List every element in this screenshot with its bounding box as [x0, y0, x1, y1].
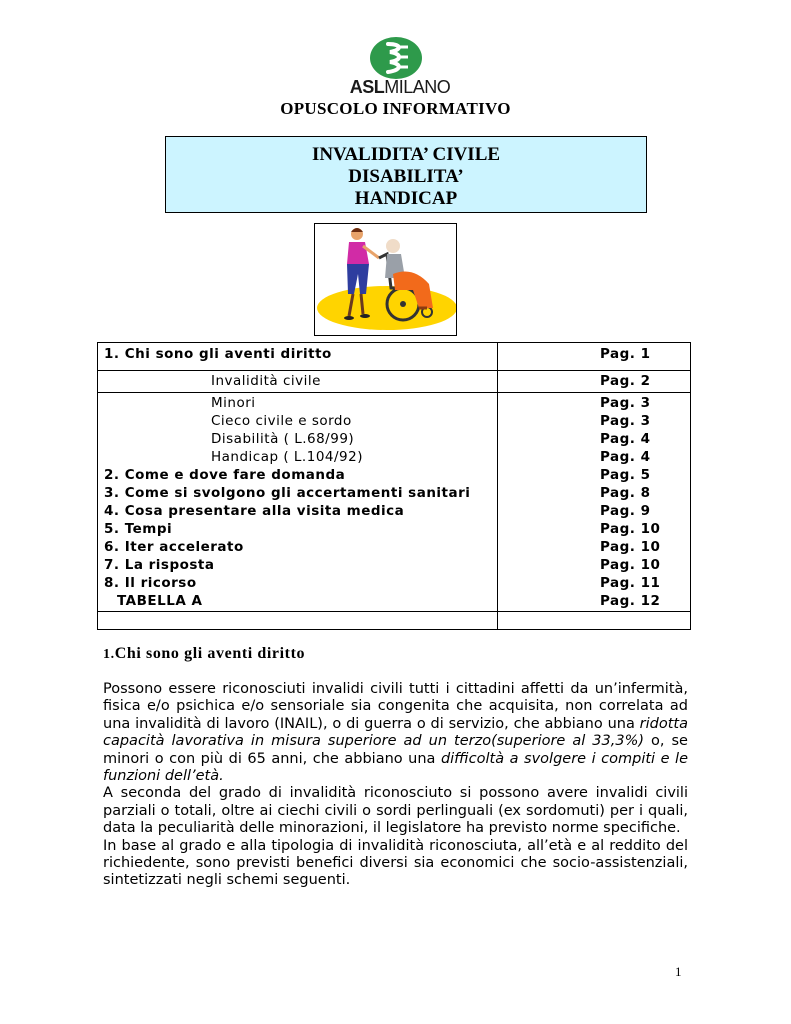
toc-page: Pag. 10: [600, 557, 661, 573]
toc-page: Pag. 10: [600, 521, 661, 537]
toc-label: 6. Iter accelerato: [104, 539, 244, 555]
toc-row: [98, 484, 690, 502]
toc-label: 2. Come e dove fare domanda: [104, 467, 346, 483]
toc-row: [98, 466, 690, 484]
asl-logo-mark-icon: [368, 36, 424, 80]
paragraph: Possono essere riconosciuti invalidi civili tutti i cittadini affetti da un’infermità, fisica e/o psichica e/o sensoriale sia congenita che acquisita, non correlata ad una invalidità di lavoro (INAIL), o di guerra o di servizio, che abbiano una ridotta capacità lavorativa in misura superiore ad un terzo(superiore al 33,3%) o, se minori o con più di 65 anni, che abbiano una difficoltà a svolgere i compiti e le funzioni dell’età.: [103, 681, 688, 785]
toc-page: Pag. 4: [600, 431, 651, 447]
toc-row: [98, 412, 690, 430]
document-subtitle: OPUSCOLO INFORMATIVO: [280, 99, 511, 118]
toc-label: 1. Chi sono gli aventi diritto: [104, 346, 332, 362]
toc-page: Pag. 3: [600, 413, 651, 429]
caregiver-wheelchair-icon: [315, 224, 456, 335]
toc-row: [98, 502, 690, 520]
title-line: DISABILITA’: [348, 166, 464, 187]
toc-label: TABELLA A: [117, 593, 203, 609]
toc-row: [98, 520, 690, 538]
section-number: 1.: [103, 647, 115, 662]
toc-label: 3. Come si svolgono gli accertamenti sanitari: [104, 485, 471, 501]
toc-page: Pag. 5: [600, 467, 651, 483]
toc-row: [98, 574, 690, 592]
toc-label: Invalidità civile: [211, 373, 321, 389]
section-heading: [103, 645, 305, 663]
toc-label: Cieco civile e sordo: [211, 413, 352, 429]
toc-page: Pag. 2: [600, 373, 651, 389]
toc-page: Pag. 9: [600, 503, 651, 519]
toc-page: Pag. 4: [600, 449, 651, 465]
toc-row: [98, 345, 690, 363]
caregiver-wheelchair-illustration: [314, 223, 457, 336]
toc-page: Pag. 11: [600, 575, 661, 591]
emphasis-text: ridotta capacità lavorativa in misura superiore ad un terzo(superiore al 33,3%): [103, 715, 688, 750]
title-line: INVALIDITA’ CIVILE: [311, 144, 501, 165]
toc-label: 5. Tempi: [104, 521, 173, 537]
toc-page: Pag. 3: [600, 395, 651, 411]
toc-label: 4. Cosa presentare alla visita medica: [104, 503, 405, 519]
emphasis-text: difficoltà a svolgere i compiti e le funzioni dell’età.: [103, 750, 688, 785]
paragraph: In base al grado e alla tipologia di invalidità riconosciuta, all’età e al reddito del richiedente, sono previsti benefici diversi sia economici che socio-assistenziali, sintetizzati negli schemi seguenti.: [103, 837, 688, 889]
toc-label: Minori: [211, 395, 256, 411]
table-of-contents: [97, 342, 691, 630]
toc-row: [98, 556, 690, 574]
toc-row: [98, 394, 690, 412]
page-number: 1: [675, 964, 682, 979]
toc-page: Pag. 8: [600, 485, 651, 501]
toc-row: [98, 592, 690, 610]
toc-label: 7. La risposta: [104, 557, 215, 573]
body-text: [103, 681, 688, 890]
toc-label: 8. Il ricorso: [104, 575, 197, 591]
toc-row: [98, 538, 690, 556]
toc-label: Disabilità ( L.68/99): [211, 431, 355, 447]
paragraph: A seconda del grado di invalidità riconosciuto si possono avere invalidi civili parziali o totali, oltre ai ciechi civili o sordi perlinguali (ex sordomuti) per i quali, data la peculiarità delle minorazioni, il legislatore ha previsto norme specifiche.: [103, 785, 688, 837]
title-box: [165, 136, 647, 213]
title-line: HANDICAP: [354, 188, 458, 209]
toc-page: Pag. 10: [600, 539, 661, 555]
asl-logo-wordmark: ASLMILANO: [349, 77, 451, 97]
section-title: Chi sono gli aventi diritto: [114, 645, 306, 662]
toc-page: Pag. 12: [600, 593, 661, 609]
toc-row: [98, 372, 690, 390]
toc-page: Pag. 1: [600, 346, 651, 362]
toc-row: [98, 448, 690, 466]
toc-row: [98, 430, 690, 448]
toc-label: Handicap ( L.104/92): [211, 449, 363, 465]
